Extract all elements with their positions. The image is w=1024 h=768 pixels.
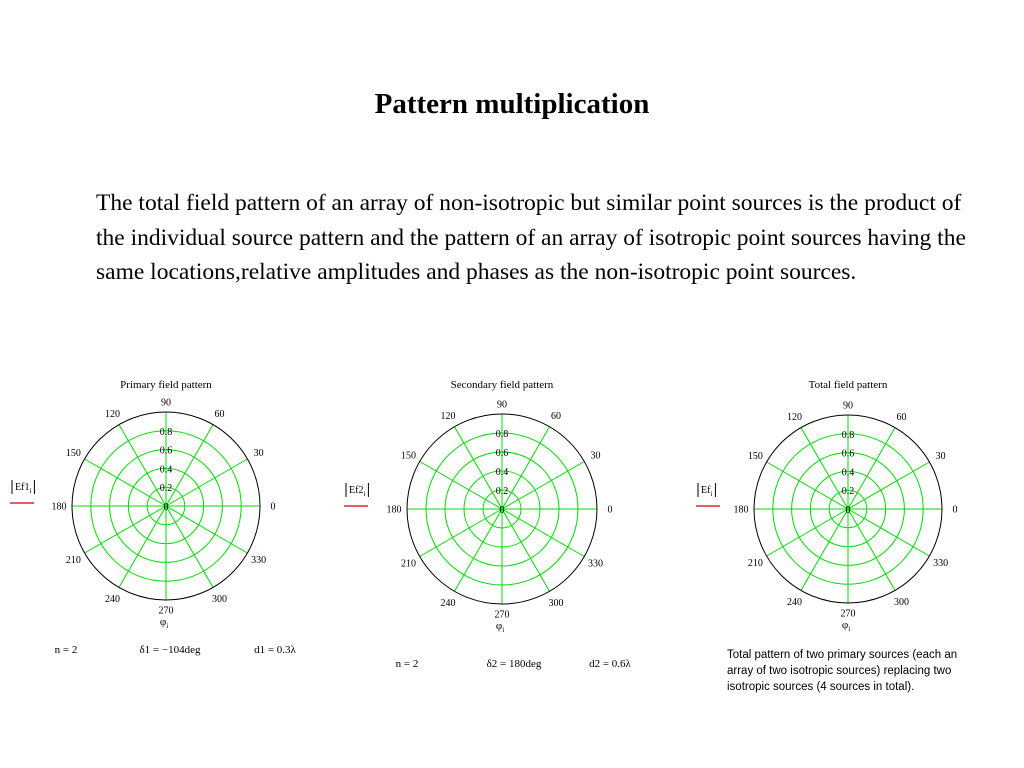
angle-tick-label: 300 — [212, 594, 227, 606]
angular-grid-spoke — [420, 462, 502, 510]
parameter-1: n = 2 — [395, 658, 419, 670]
y-variable-label: $Ef1_i$ — [15, 482, 32, 495]
angle-tick-label: 240 — [787, 597, 802, 609]
parameter-2: δ2 = 180deg — [486, 658, 542, 670]
slide-body-text: The total field pattern of an array of non-isotropic but similar point sources is the product of the individual source pattern and the pattern of an array of isotropic point sources having the same locations,relative amplitudes and phases as the non-isotropic point sources. — [96, 190, 966, 285]
angular-grid-spoke — [848, 509, 929, 556]
radial-tick-label: 0 — [845, 505, 851, 516]
total-pattern-caption: Total pattern of two primary sources (each an array of two isotropic sources) replacing two isotropic sources (4 sources in total). — [727, 649, 958, 693]
radial-tick-label: 0.8 — [841, 429, 855, 441]
angle-tick-label: 150 — [400, 450, 416, 462]
angle-variable-label: $\varphi_i$ — [159, 616, 169, 630]
angular-grid-spoke — [848, 509, 895, 590]
angular-grid-spoke — [166, 425, 213, 506]
angle-tick-label: 30 — [253, 448, 264, 459]
angle-tick-label: 30 — [935, 451, 946, 462]
angle-tick-label: 210 — [400, 558, 416, 570]
polar-plot-primary — [0, 374, 330, 664]
angular-grid-spoke — [502, 509, 550, 591]
angle-variable-label: $\varphi_i$ — [495, 620, 505, 634]
angle-tick-label: 330 — [933, 558, 949, 569]
angular-grid-spoke — [502, 462, 584, 510]
plot-title: Primary field pattern — [120, 379, 212, 391]
angle-tick-label: 60 — [551, 410, 561, 422]
angular-grid-spoke — [848, 462, 929, 509]
angular-grid-spoke — [455, 509, 503, 591]
angular-grid-spoke — [848, 428, 895, 509]
slide-title: Pattern multiplication — [374, 88, 650, 120]
polar-plot-total — [688, 374, 988, 644]
angle-tick-label: 270 — [494, 609, 510, 621]
radial-tick-label: 0.6 — [841, 448, 855, 460]
plot-title: Total field pattern — [808, 379, 888, 391]
angular-grid-spoke — [166, 506, 247, 553]
angle-tick-label: 330 — [588, 558, 604, 570]
angle-tick-label: 120 — [787, 411, 802, 423]
angular-grid-spoke — [767, 509, 848, 556]
angular-grid-spoke — [166, 506, 213, 587]
angle-tick-label: 60 — [896, 411, 907, 423]
angle-tick-label: 120 — [105, 408, 120, 420]
angle-tick-label: 210 — [747, 558, 763, 569]
angle-tick-label: 180 — [386, 504, 402, 516]
radial-tick-label: 0.4 — [841, 467, 855, 479]
angle-tick-label: 90 — [843, 400, 853, 412]
radial-tick-label: 0.4 — [159, 464, 173, 476]
angle-tick-label: 180 — [733, 504, 749, 516]
radial-tick-label: 0.8 — [495, 429, 509, 440]
angle-tick-label: 150 — [747, 451, 763, 462]
y-variable-label: $Ef2_i$ — [349, 485, 366, 498]
radial-tick-label: 0.6 — [495, 448, 509, 459]
angular-grid-spoke — [85, 506, 166, 553]
radial-tick-label: 0.2 — [841, 486, 855, 498]
angle-tick-label: 0 — [270, 501, 276, 513]
angle-tick-label: 90 — [497, 399, 507, 411]
angle-tick-label: 270 — [840, 608, 856, 620]
angle-tick-label: 210 — [65, 555, 81, 566]
angle-tick-label: 300 — [894, 597, 909, 609]
angular-grid-spoke — [119, 506, 166, 587]
angle-tick-label: 330 — [251, 555, 267, 566]
radial-tick-label: 0.6 — [159, 445, 173, 457]
angle-tick-label: 0 — [952, 504, 958, 516]
angular-grid-spoke — [502, 509, 584, 557]
angle-tick-label: 0 — [607, 504, 613, 516]
radial-tick-label: 0 — [499, 505, 505, 516]
angular-grid-spoke — [166, 459, 247, 506]
angle-tick-label: 30 — [590, 450, 601, 462]
angle-tick-label: 270 — [158, 605, 174, 617]
angle-tick-label: 120 — [440, 410, 456, 422]
angle-tick-label: 240 — [105, 594, 120, 606]
radial-tick-label: 0.2 — [159, 483, 173, 495]
angle-variable-label: $\varphi_i$ — [841, 619, 851, 633]
angle-tick-label: 90 — [161, 397, 171, 409]
angular-grid-spoke — [801, 509, 848, 590]
angular-grid-spoke — [767, 462, 848, 509]
angular-grid-spoke — [85, 459, 166, 506]
parameter-2: δ1 = −104deg — [139, 644, 201, 656]
y-variable-label: $Ef_i$ — [701, 485, 713, 498]
radial-tick-label: 0 — [163, 502, 169, 513]
angular-grid-spoke — [420, 509, 502, 557]
radial-tick-label: 0.4 — [495, 467, 509, 478]
plot-title: Secondary field pattern — [450, 379, 554, 391]
radial-tick-label: 0.2 — [495, 486, 509, 497]
radial-tick-label: 0.8 — [159, 426, 173, 438]
angular-grid-spoke — [502, 427, 550, 509]
angle-tick-label: 180 — [51, 501, 67, 513]
parameter-1: n = 2 — [54, 644, 78, 656]
angle-tick-label: 300 — [548, 598, 564, 610]
angle-tick-label: 60 — [214, 408, 225, 420]
polar-plot-secondary — [336, 374, 666, 684]
angle-tick-label: 240 — [440, 598, 456, 610]
parameter-3: d1 = 0.3λ — [254, 644, 296, 656]
angle-tick-label: 150 — [65, 448, 81, 459]
parameter-3: d2 = 0.6λ — [589, 658, 631, 670]
